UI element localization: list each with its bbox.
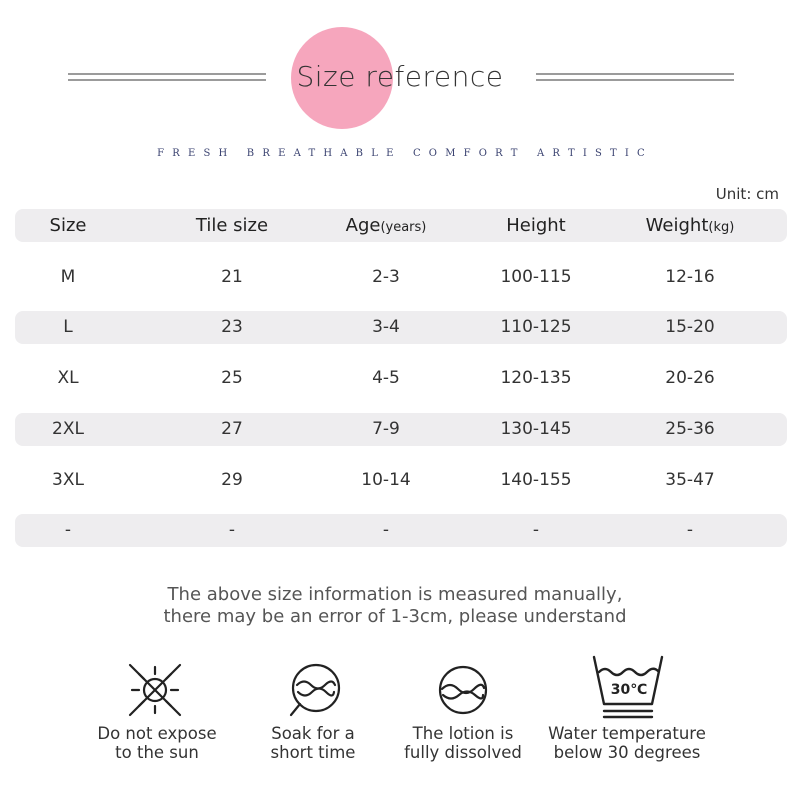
column-header-height: Height bbox=[506, 215, 566, 236]
table-row bbox=[15, 362, 787, 395]
cell-weight: 35-47 bbox=[665, 470, 715, 490]
cell-tile-size: 25 bbox=[221, 368, 243, 388]
care-label-soak: Soak for a short time bbox=[270, 724, 356, 762]
column-header-size: Size bbox=[49, 215, 87, 236]
page-title: Size reference bbox=[296, 60, 504, 93]
table-row bbox=[15, 261, 787, 294]
cell-age: 10-14 bbox=[361, 470, 411, 490]
dissolve-icon bbox=[428, 655, 498, 725]
cell-weight: 15-20 bbox=[665, 317, 715, 337]
cell-age: - bbox=[382, 520, 390, 540]
tagline: FRESH BREATHABLE COMFORT ARTISTIC bbox=[157, 148, 653, 159]
care-label-no-sun: Do not expose to the sun bbox=[97, 724, 217, 762]
cell-tile-size: - bbox=[228, 520, 236, 540]
cell-tile-size: 27 bbox=[221, 419, 243, 439]
cell-weight: 12-16 bbox=[665, 267, 715, 287]
cell-age: 7-9 bbox=[372, 419, 400, 439]
cell-height: - bbox=[532, 520, 540, 540]
cell-height: 120-135 bbox=[500, 368, 572, 388]
no-sun-icon bbox=[120, 655, 190, 725]
care-label-dissolve: The lotion is fully dissolved bbox=[404, 724, 522, 762]
cell-weight: - bbox=[686, 520, 694, 540]
cell-height: 140-155 bbox=[500, 470, 572, 490]
column-header-weight: Weight(kg) bbox=[645, 215, 735, 236]
cell-weight: 25-36 bbox=[665, 419, 715, 439]
cell-size: M bbox=[60, 267, 76, 287]
header-divider-right bbox=[536, 73, 734, 82]
cell-age: 3-4 bbox=[372, 317, 400, 337]
cell-age: 2-3 bbox=[372, 267, 400, 287]
wash-30-icon bbox=[590, 652, 660, 722]
table-row bbox=[15, 311, 787, 344]
cell-height: 100-115 bbox=[500, 267, 572, 287]
cell-size: - bbox=[64, 520, 72, 540]
measurement-note-line-2: there may be an error of 1-3cm, please understand bbox=[163, 606, 627, 627]
cell-size: XL bbox=[57, 368, 79, 388]
care-label-water-temp: Water temperature below 30 degrees bbox=[548, 724, 706, 762]
cell-size: 3XL bbox=[52, 470, 84, 490]
cell-height: 110-125 bbox=[500, 317, 572, 337]
unit-label: Unit: cm bbox=[715, 185, 779, 203]
measurement-note-line-1: The above size information is measured manually, bbox=[167, 584, 623, 605]
cell-weight: 20-26 bbox=[665, 368, 715, 388]
cell-age: 4-5 bbox=[372, 368, 400, 388]
table-row bbox=[15, 514, 787, 547]
cell-size: 2XL bbox=[52, 419, 84, 439]
cell-tile-size: 29 bbox=[221, 470, 243, 490]
header-divider-left bbox=[68, 73, 266, 82]
soak-icon bbox=[280, 655, 350, 725]
cell-size: L bbox=[63, 317, 73, 337]
cell-height: 130-145 bbox=[500, 419, 572, 439]
column-header-tile-size: Tile size bbox=[195, 215, 269, 236]
column-header-age: Age(years) bbox=[345, 215, 427, 236]
table-row bbox=[15, 413, 787, 446]
svg-text:30℃: 30℃ bbox=[610, 682, 648, 698]
table-row bbox=[15, 464, 787, 497]
cell-tile-size: 21 bbox=[221, 267, 243, 287]
cell-tile-size: 23 bbox=[221, 317, 243, 337]
table-header-row bbox=[15, 209, 787, 242]
